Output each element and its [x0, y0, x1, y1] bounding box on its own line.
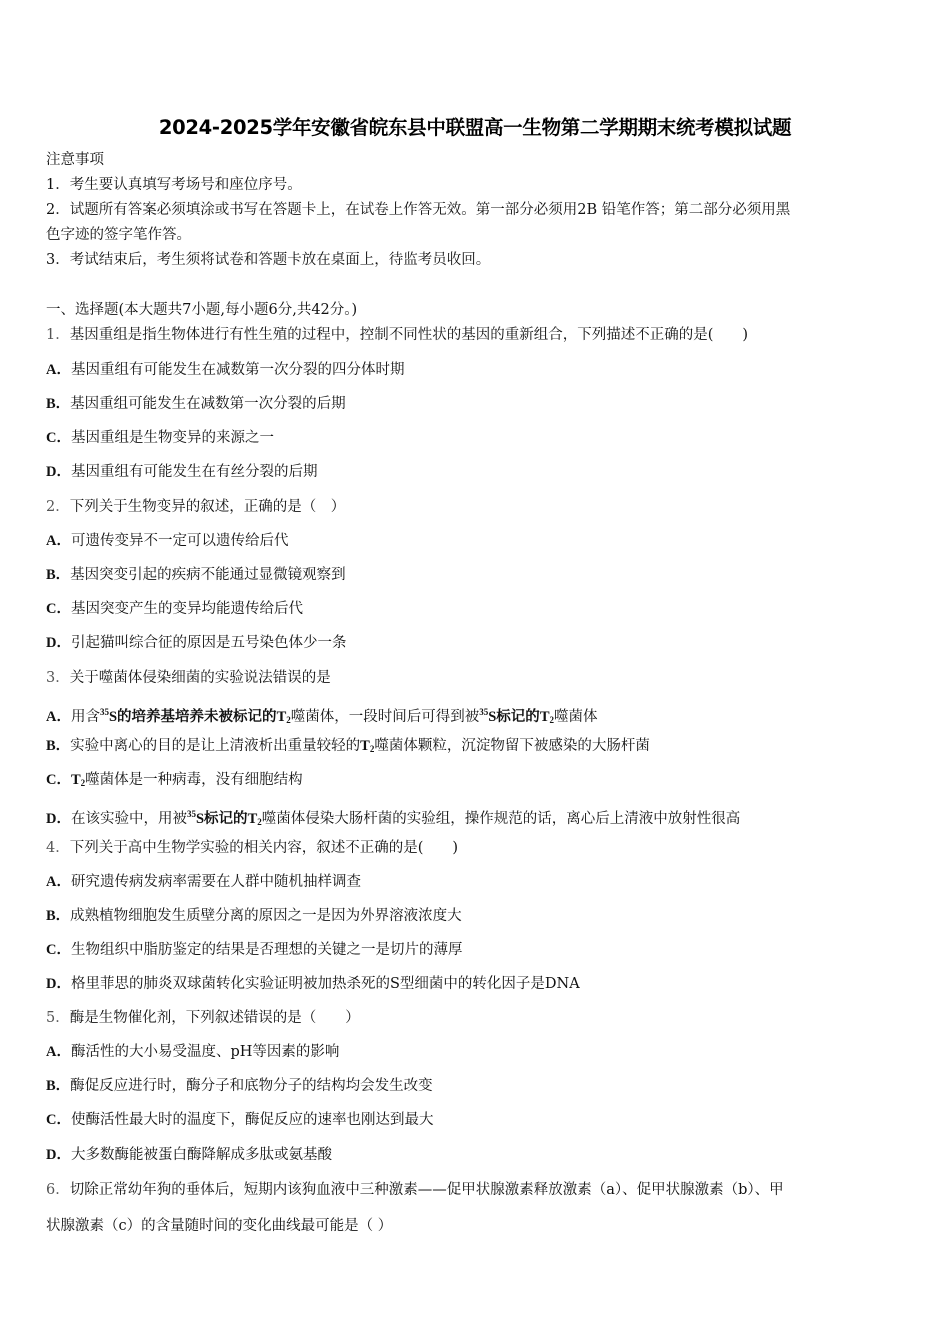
option-text: 酶活性的大小易受温度、pH等因素的影响 [70, 1044, 340, 1060]
option-letter: C． [46, 601, 71, 617]
notice-item-2-cont: 色字迹的签字笔作答。 [46, 227, 191, 243]
option-letter: C． [46, 772, 71, 788]
phage-t: T [247, 811, 258, 827]
phage-subscript: 2 [549, 715, 554, 725]
q1-option-b[interactable] [46, 394, 346, 414]
option-text: 基因重组有可能发生在减数第一次分裂的四分体时期 [70, 362, 405, 378]
option-letter: A． [46, 709, 71, 725]
option-letter: D． [46, 464, 71, 480]
q4-option-a[interactable] [46, 872, 361, 892]
q1-option-d[interactable] [46, 462, 317, 482]
option-text: 格里菲思的肺炎双球菌转化实验证明被加热杀死的S型细菌中的转化因子是DNA [70, 976, 580, 992]
option-text: 基因重组有可能发生在有丝分裂的后期 [70, 464, 318, 480]
isotope-superscript: 35 [99, 707, 109, 717]
option-text: 酶促反应进行时，酶分子和底物分子的结构均会发生改变 [70, 1078, 433, 1094]
option-letter: C． [46, 430, 71, 446]
q5-option-a[interactable] [46, 1042, 339, 1062]
q3-option-b[interactable] [46, 736, 650, 759]
option-letter: A． [46, 874, 71, 890]
question-number: 6． [46, 1182, 70, 1198]
option-letter: B． [46, 738, 71, 754]
notice-item-3: 3．考试结束后，考生须将试卷和答题卡放在桌面上，待监考员收回。 [46, 252, 491, 268]
q1-option-a[interactable] [46, 360, 404, 380]
option-letter: D． [46, 635, 71, 651]
q5-option-c[interactable] [46, 1110, 433, 1130]
q3-option-c[interactable] [46, 770, 303, 793]
q3-option-d[interactable] [46, 804, 740, 832]
phage-t: T [360, 738, 370, 754]
option-text-part: 噬菌体是一种病毒，没有细胞结构 [85, 772, 303, 788]
question-stem: 酶是生物催化剂，下列叙述错误的是（ ） [69, 1010, 360, 1026]
q2-option-b[interactable] [46, 565, 346, 585]
phage-subscript: 2 [286, 715, 291, 725]
q4-option-d[interactable] [46, 974, 580, 994]
option-letter: C． [46, 942, 71, 958]
option-text: 引起猫叫综合征的原因是五号染色体少一条 [70, 635, 347, 651]
question-3 [46, 668, 331, 688]
question-number: 5． [46, 1010, 70, 1026]
option-letter: B． [46, 396, 71, 412]
q2-option-d[interactable] [46, 633, 346, 653]
option-text: 生物组织中脂肪鉴定的结果是否理想的关键之一是切片的薄厚 [70, 942, 463, 958]
section-header: 一、选择题(本大题共7小题,每小题6分,共42分。) [46, 302, 358, 318]
q2-option-c[interactable] [46, 599, 303, 619]
option-text: 大多数酶能被蛋白酶降解成多肽或氨基酸 [70, 1147, 332, 1163]
phage-subscript: 2 [80, 778, 86, 788]
question-stem: 下列关于高中生物学实验的相关内容，叙述不正确的是( ) [69, 840, 459, 856]
phage-t: T [539, 709, 550, 725]
option-text-part: S的培养基培养未被标记的 [108, 709, 277, 725]
option-letter: D． [46, 976, 71, 992]
option-text-part: 噬菌体 [553, 709, 598, 725]
question-number: 1． [46, 327, 70, 343]
phage-subscript: 2 [369, 744, 375, 754]
phage-subscript: 2 [257, 817, 262, 827]
option-text: 可遗传变异不一定可以遗传给后代 [70, 533, 289, 549]
phage-t: T [276, 709, 287, 725]
option-text-part: 噬菌体侵染大肠杆菌的实验组，操作规范的话，离心后上清液中放射性很高 [261, 811, 741, 827]
q3-option-a[interactable] [46, 702, 597, 730]
isotope-superscript: 35 [186, 809, 196, 819]
q5-option-b[interactable] [46, 1076, 433, 1096]
question-number: 2． [46, 499, 70, 515]
option-text-part: S标记的 [195, 811, 248, 827]
q4-option-b[interactable] [46, 906, 462, 926]
q1-option-c[interactable] [46, 428, 274, 448]
option-text: 成熟植物细胞发生质壁分离的原因之一是因为外界溶液浓度大 [70, 908, 462, 924]
option-letter: A． [46, 362, 71, 378]
question-stem: 切除正常幼年狗的垂体后，短期内该狗血液中三种激素——促甲状腺激素释放激素（a）、促甲状腺激素（b）、甲 [69, 1182, 784, 1198]
option-text-part: 噬菌体，一段时间后可得到被 [290, 709, 480, 725]
q2-option-a[interactable] [46, 531, 288, 551]
option-text: 基因重组是生物变异的来源之一 [70, 430, 274, 446]
page-title: 2024-2025学年安徽省皖东县中联盟高一生物第二学期期末统考模拟试题 [158, 116, 792, 139]
question-stem: 关于噬菌体侵染细菌的实验说法错误的是 [69, 670, 331, 686]
option-text: 基因突变引起的疾病不能通过显微镜观察到 [70, 567, 346, 583]
option-letter: D． [46, 811, 71, 827]
phage-t: T [70, 772, 81, 788]
q5-option-d[interactable] [46, 1145, 332, 1165]
notice-item-1: 1．考生要认真填写考场号和座位序号。 [46, 177, 302, 193]
option-text: 基因突变产生的变异均能遗传给后代 [70, 601, 303, 617]
question-5 [46, 1008, 360, 1028]
q4-option-c[interactable] [46, 940, 462, 960]
option-letter: B． [46, 567, 71, 583]
question-4 [46, 838, 458, 858]
notice-item-2: 2．试题所有答案必须填涂或书写在答题卡上，在试卷上作答无效。第一部分必须用2B 铅笔作答；第二部分必须用黑 [46, 202, 791, 218]
option-text: 使酶活性最大时的温度下，酶促反应的速率也刚达到最大 [70, 1112, 434, 1128]
option-text-part: 用含 [70, 709, 100, 725]
option-letter: B． [46, 1078, 71, 1094]
question-number: 3． [46, 670, 70, 686]
option-text-part: S标记的 [488, 709, 540, 725]
option-text-part: 实验中离心的目的是让上清液析出重量较轻的 [70, 738, 361, 754]
notice-heading: 注意事项 [46, 152, 104, 168]
question-2 [46, 497, 345, 517]
option-letter: A． [46, 533, 71, 549]
option-letter: B． [46, 908, 71, 924]
isotope-superscript: 35 [479, 707, 489, 717]
option-text-part: 在该实验中，用被 [70, 811, 187, 827]
option-text: 基因重组可能发生在减数第一次分裂的后期 [70, 396, 346, 412]
option-text-part: 噬菌体颗粒，沉淀物留下被感染的大肠杆菌 [374, 738, 650, 754]
question-6-cont: 状腺激素（c）的含量随时间的变化曲线最可能是（ ） [46, 1218, 393, 1234]
question-number: 4． [46, 840, 70, 856]
question-stem: 基因重组是指生物体进行有性生殖的过程中，控制不同性状的基因的重新组合，下列描述不正确的是( ) [69, 327, 749, 343]
option-letter: A． [46, 1044, 71, 1060]
question-6 [46, 1180, 784, 1200]
option-letter: D． [46, 1147, 71, 1163]
question-1 [46, 325, 748, 345]
option-text: 研究遗传病发病率需要在人群中随机抽样调查 [70, 874, 361, 890]
question-stem: 下列关于生物变异的叙述，正确的是（ ） [69, 499, 346, 515]
option-letter: C． [46, 1112, 71, 1128]
